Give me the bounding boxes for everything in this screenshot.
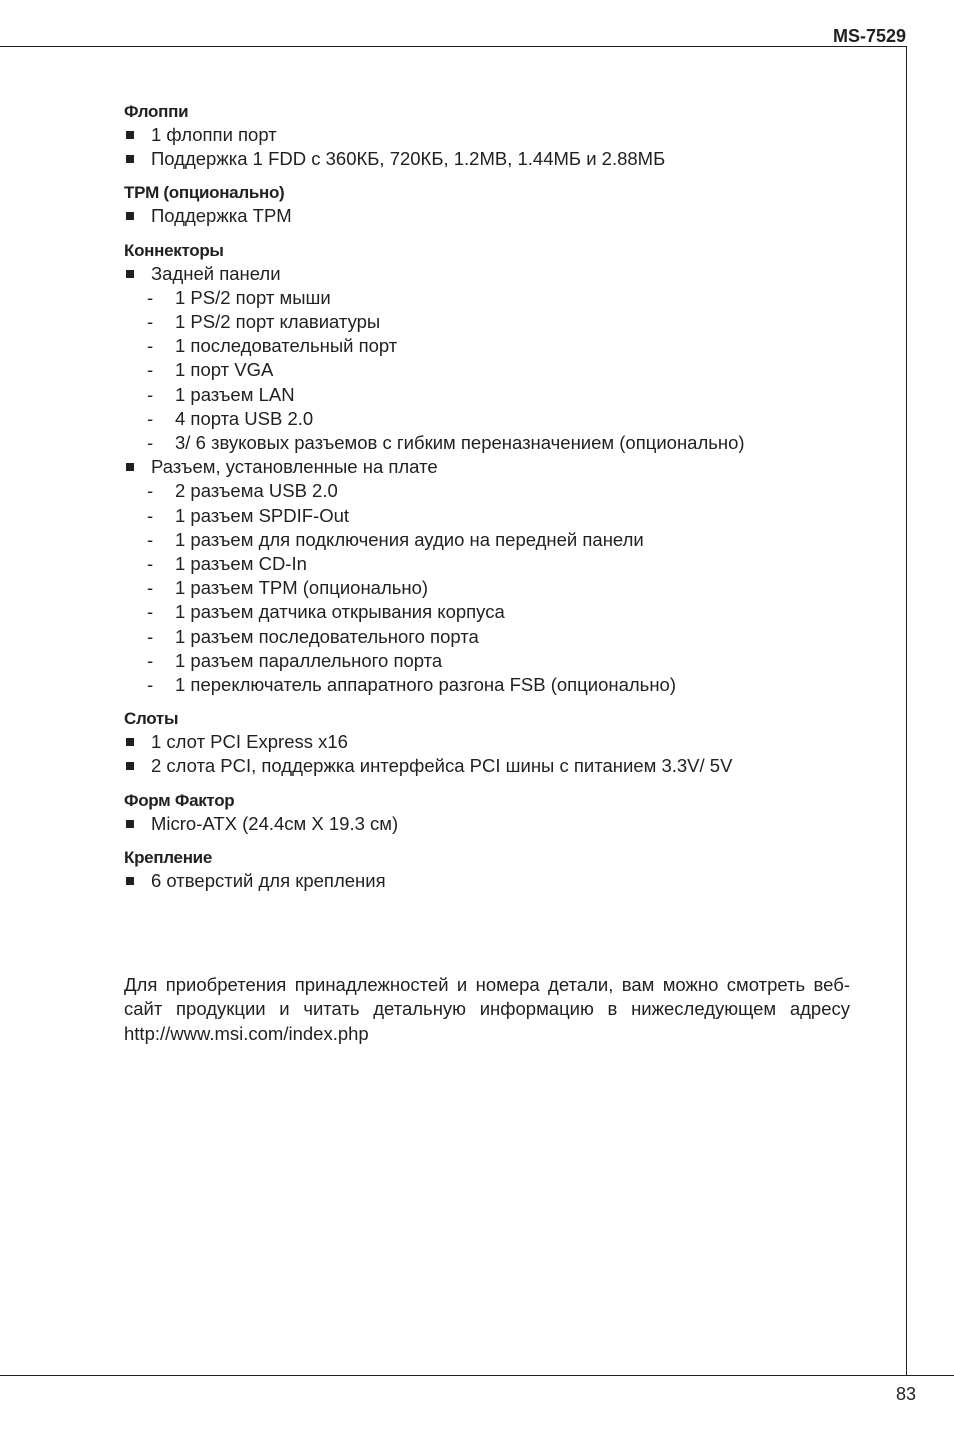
square-bullet-icon — [126, 212, 134, 220]
sub-list-item: - 2 разъема USB 2.0 — [147, 480, 338, 502]
list-item: 2 слота PCI, поддержка интерфейса PCI шины с питанием 3.3V/ 5V — [124, 754, 850, 778]
sub-list-item: - 1 разъем последовательного порта — [147, 625, 479, 647]
square-bullet-icon — [126, 738, 134, 746]
section-title-form-factor: Форм Фактор — [124, 790, 235, 810]
square-bullet-icon — [126, 877, 134, 885]
sub-list-item: - 4 порта USB 2.0 — [147, 407, 314, 429]
list-item: 6 отверстий для крепления — [124, 869, 850, 893]
sub-list-item: - 1 переключатель аппаратного разгона FSB (опционально) — [147, 674, 676, 696]
sub-list-item: - 1 разъем CD-In — [147, 553, 307, 575]
model-label: MS-7529 — [832, 26, 906, 46]
sub-list-item: - 1 разъем LAN — [147, 383, 295, 405]
section-title-tpm: TPM (опционально) — [124, 183, 285, 203]
sub-list-item: - 1 последовательный порт — [147, 335, 398, 357]
section-title-mounting: Крепление — [124, 847, 212, 867]
square-bullet-icon — [126, 270, 134, 278]
list-item: Micro-ATX (24.4см X 19.3 см) — [124, 812, 850, 836]
square-bullet-icon — [126, 762, 134, 770]
spec-content — [124, 101, 850, 1046]
list-item: Задней панели — [124, 262, 850, 286]
square-bullet-icon — [126, 820, 134, 828]
square-bullet-icon — [126, 155, 134, 163]
sub-list-item: - 1 разъем датчика открывания корпуса — [147, 601, 505, 623]
sub-list-item: - 3/ 6 звуковых разъемов с гибким переназначением (опционально) — [147, 432, 745, 454]
sub-list-item: - 1 разъем для подключения аудио на передней панели — [147, 528, 644, 550]
sub-list-item: - 1 разъем параллельного порта — [147, 649, 443, 671]
accessories-note: Для приобретения принадлежностей и номера детали, вам можно смотреть веб-сайт продукции и читать детальную информацию в нижеследующем адресу http://www.msi.com/index.php — [124, 974, 850, 1044]
sub-list-item: - 1 разъем SPDIF-Out — [147, 504, 350, 526]
header-rule — [0, 46, 907, 47]
side-rule — [906, 46, 907, 1376]
square-bullet-icon — [126, 131, 134, 139]
list-item: Поддержка TPM — [124, 204, 850, 228]
list-item: Разъем, установленные на плате — [124, 455, 850, 479]
section-title-floppy: Флоппи — [124, 102, 189, 121]
page-number: 83 — [895, 1384, 916, 1404]
list-item: 1 флоппи порт — [124, 123, 850, 147]
list-item: 1 слот PCI Express x16 — [124, 730, 850, 754]
section-title-slots: Слоты — [124, 709, 179, 729]
sub-list-item: - 1 порт VGA — [147, 359, 274, 381]
square-bullet-icon — [126, 463, 134, 471]
list-item: Поддержка 1 FDD с 360КБ, 720КБ, 1.2МВ, 1.44МБ и 2.88МБ — [124, 147, 850, 171]
sub-list-item: - 1 разъем TPM (опционально) — [147, 577, 429, 599]
sub-list-item: - 1 PS/2 порт мыши — [147, 286, 331, 308]
section-title-connectors: Коннекторы — [124, 240, 224, 260]
sub-list-item: - 1 PS/2 порт клавиатуры — [147, 311, 381, 333]
footer-rule — [0, 1375, 954, 1376]
